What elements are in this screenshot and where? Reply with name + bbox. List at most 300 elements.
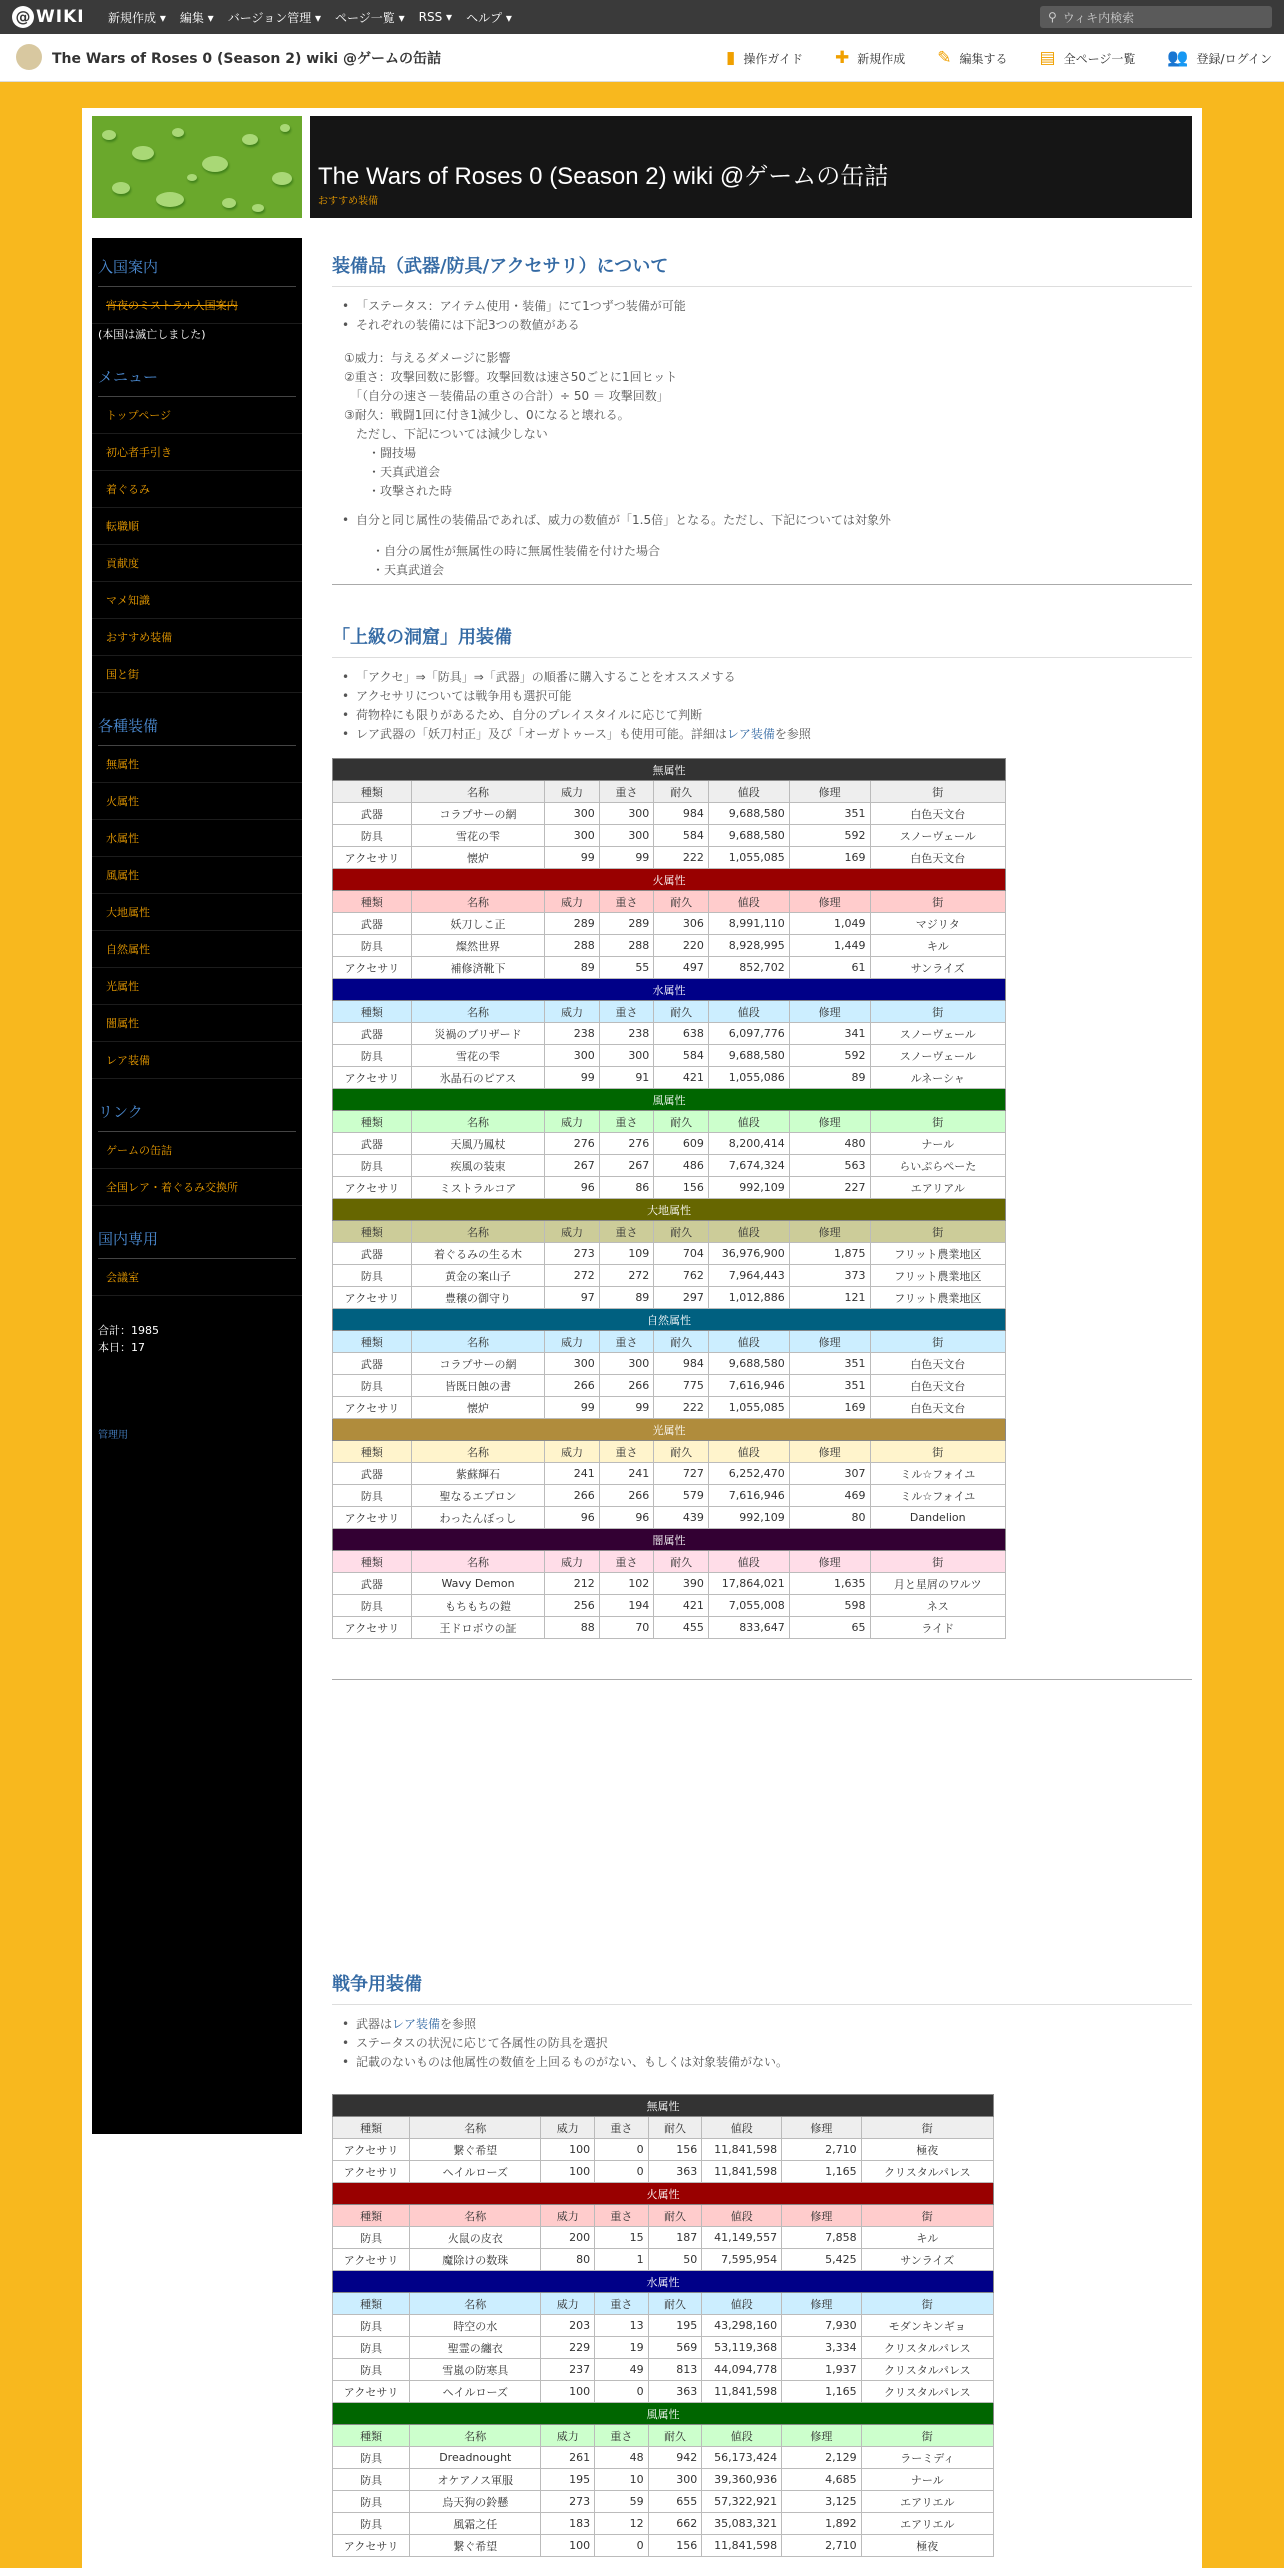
column-header: 値段 bbox=[702, 2117, 782, 2139]
sidebar-link[interactable]: 火属性 bbox=[92, 783, 302, 820]
counter-today: 本日：17 bbox=[98, 1341, 145, 1354]
column-header: 種類 bbox=[333, 2293, 410, 2315]
table-cell: 563 bbox=[789, 1155, 870, 1177]
table-cell: 439 bbox=[654, 1507, 709, 1529]
table-cell: エアリエル bbox=[861, 2491, 993, 2513]
table-cell: 272 bbox=[599, 1265, 654, 1287]
table-row bbox=[333, 1067, 1006, 1089]
table-cell: 王ドロボウの証 bbox=[411, 1617, 544, 1639]
list-item: • 自分と同じ属性の装備品であれば、威力の数値が「1.5倍」となる。ただし、下記については対象外 bbox=[340, 511, 1192, 530]
column-header: 種類 bbox=[333, 781, 412, 803]
table-cell: ヘイルローズ bbox=[410, 2381, 541, 2403]
list-item: • 荷物枠にも限りがあるため、自分のプレイスタイルに応じて判断 bbox=[340, 706, 1192, 725]
table-cell: クリスタルパレス bbox=[861, 2161, 993, 2183]
table-cell: 813 bbox=[648, 2359, 702, 2381]
column-header: 値段 bbox=[708, 1111, 789, 1133]
table-cell: ミル☆フォイユ bbox=[870, 1463, 1005, 1485]
sidebar-link[interactable]: おすすめ装備 bbox=[92, 619, 302, 656]
table-cell: 雪嵐の防寒具 bbox=[410, 2359, 541, 2381]
menu-pages[interactable]: ページ一覧 ▾ bbox=[335, 10, 405, 25]
list-item: • 記載のないものは他属性の数値を上回るものがない、もしくは対象装備がない。 bbox=[340, 2053, 1192, 2072]
column-header: 重さ bbox=[595, 2117, 649, 2139]
search-input[interactable] bbox=[1040, 6, 1272, 28]
column-header: 耐久 bbox=[654, 1441, 709, 1463]
sidebar-link[interactable]: トップページ bbox=[92, 397, 302, 434]
table-cell: 4,685 bbox=[782, 2469, 861, 2491]
column-header-row bbox=[333, 2117, 994, 2139]
table-cell: 3,125 bbox=[782, 2491, 861, 2513]
table-cell: 852,702 bbox=[708, 957, 789, 979]
table-cell: 96 bbox=[545, 1507, 600, 1529]
table-cell: 1,449 bbox=[789, 935, 870, 957]
column-header: 名称 bbox=[410, 2293, 541, 2315]
column-header: 威力 bbox=[541, 2293, 595, 2315]
table-cell: わったんぼっし bbox=[411, 1507, 544, 1529]
table-cell: 1,055,085 bbox=[708, 847, 789, 869]
table-row bbox=[333, 1287, 1006, 1309]
table-cell: 288 bbox=[599, 935, 654, 957]
table-cell: 2,710 bbox=[782, 2139, 861, 2161]
column-header: 耐久 bbox=[648, 2293, 702, 2315]
table-cell: キル bbox=[870, 935, 1005, 957]
table-cell: 762 bbox=[654, 1265, 709, 1287]
column-header: 名称 bbox=[411, 1221, 544, 1243]
column-header: 威力 bbox=[541, 2117, 595, 2139]
column-header: 修理 bbox=[782, 2205, 861, 2227]
column-header: 種類 bbox=[333, 1441, 412, 1463]
sidebar-heading: 各種装備 bbox=[98, 715, 296, 746]
column-header: 名称 bbox=[410, 2117, 541, 2139]
sidebar-link[interactable]: 水属性 bbox=[92, 820, 302, 857]
table-cell: 655 bbox=[648, 2491, 702, 2513]
table-cell: 70 bbox=[599, 1617, 654, 1639]
attribute-name: 光属性 bbox=[333, 1419, 1006, 1441]
section-title-cave: 「上級の洞窟」用装備 bbox=[332, 609, 1192, 658]
column-header: 修理 bbox=[789, 1551, 870, 1573]
table-cell: 984 bbox=[654, 1353, 709, 1375]
list-item: • アクセサリについては戦争用も選択可能 bbox=[340, 687, 1192, 706]
table-row bbox=[333, 1045, 1006, 1067]
column-header: 名称 bbox=[410, 2425, 541, 2447]
table-cell: 7,674,324 bbox=[708, 1155, 789, 1177]
column-header: 威力 bbox=[545, 1221, 600, 1243]
table-cell: 懐炉 bbox=[411, 847, 544, 869]
login-label: 登録/ログイン bbox=[1196, 51, 1272, 66]
table-cell: 307 bbox=[789, 1463, 870, 1485]
column-header-row bbox=[333, 2293, 994, 2315]
table-cell: 497 bbox=[654, 957, 709, 979]
column-header: 重さ bbox=[595, 2205, 649, 2227]
table-cell: 169 bbox=[789, 1397, 870, 1419]
table-cell: 195 bbox=[648, 2315, 702, 2337]
table-cell: キル bbox=[861, 2227, 993, 2249]
table-cell: 7,595,954 bbox=[702, 2249, 782, 2271]
column-header: 耐久 bbox=[654, 1331, 709, 1353]
site-avatar-icon[interactable] bbox=[16, 44, 42, 70]
column-header-row bbox=[333, 1111, 1006, 1133]
table-row bbox=[333, 2469, 994, 2491]
sidebar-link[interactable]: 闇属性 bbox=[92, 1005, 302, 1042]
table-row bbox=[333, 2315, 994, 2337]
access-counter bbox=[92, 1322, 302, 1356]
sidebar-note: (本国は滅亡しました) bbox=[98, 328, 206, 341]
column-header: 修理 bbox=[789, 1331, 870, 1353]
table-row bbox=[333, 1595, 1006, 1617]
table-cell: 99 bbox=[599, 847, 654, 869]
table-cell: 61 bbox=[789, 957, 870, 979]
table-row bbox=[333, 1023, 1006, 1045]
table-cell: 6,252,470 bbox=[708, 1463, 789, 1485]
table-cell: 363 bbox=[648, 2381, 702, 2403]
table-cell: サンライズ bbox=[870, 957, 1005, 979]
column-header: 種類 bbox=[333, 1001, 412, 1023]
column-header: 名称 bbox=[411, 1111, 544, 1133]
table-cell: 1,892 bbox=[782, 2513, 861, 2535]
sidebar-link[interactable]: 国と街 bbox=[92, 656, 302, 693]
text: を参照 bbox=[440, 2017, 477, 2031]
table-row bbox=[333, 1243, 1006, 1265]
guide-label: 操作ガイド bbox=[743, 51, 804, 66]
table-cell: 638 bbox=[654, 1023, 709, 1045]
column-header: 種類 bbox=[333, 2425, 410, 2447]
column-header: 種類 bbox=[333, 1111, 412, 1133]
table-cell: エアリアル bbox=[870, 1177, 1005, 1199]
table-cell: アクセサリ bbox=[333, 2139, 410, 2161]
table-cell: 992,109 bbox=[708, 1507, 789, 1529]
at-icon: @ bbox=[12, 6, 34, 28]
counter-total: 合計：1985 bbox=[98, 1324, 159, 1337]
table-cell: 341 bbox=[789, 1023, 870, 1045]
document-icon: ▤ bbox=[1039, 48, 1056, 68]
menu-new[interactable]: 新規作成 ▾ bbox=[108, 10, 166, 25]
attribute-name: 無属性 bbox=[333, 2095, 994, 2117]
table-cell: 121 bbox=[789, 1287, 870, 1309]
new-page-button[interactable] bbox=[835, 48, 905, 68]
column-header: 名称 bbox=[411, 891, 544, 913]
table-cell: 273 bbox=[541, 2491, 595, 2513]
table-cell: 300 bbox=[599, 825, 654, 847]
table-cell: コラプサーの網 bbox=[411, 803, 544, 825]
table-cell: 156 bbox=[648, 2139, 702, 2161]
sidebar-link[interactable]: 無属性 bbox=[92, 746, 302, 783]
table-cell: スノーヴェール bbox=[870, 1045, 1005, 1067]
sidebar-link[interactable]: 着ぐるみ bbox=[92, 471, 302, 508]
table-cell: 武器 bbox=[333, 913, 412, 935]
table-cell: 1 bbox=[595, 2249, 649, 2271]
site-tools bbox=[694, 34, 1272, 82]
edit-button[interactable] bbox=[937, 48, 1007, 68]
column-header: 名称 bbox=[411, 1331, 544, 1353]
column-header: 街 bbox=[861, 2205, 993, 2227]
table-cell: 49 bbox=[595, 2359, 649, 2381]
menu-edit[interactable]: 編集 ▾ bbox=[179, 10, 214, 25]
table-cell: 187 bbox=[648, 2227, 702, 2249]
wiki-logo[interactable] bbox=[12, 6, 85, 28]
table-cell: 609 bbox=[654, 1133, 709, 1155]
header-title[interactable]: The Wars of Roses 0 (Season 2) wiki @ゲームの缶詰 bbox=[318, 163, 889, 190]
table-cell: 8,200,414 bbox=[708, 1133, 789, 1155]
table-row bbox=[333, 913, 1006, 935]
table-cell: 17,864,021 bbox=[708, 1573, 789, 1595]
attribute-header-row bbox=[333, 869, 1006, 891]
table-cell: 災禍のブリザード bbox=[411, 1023, 544, 1045]
table-cell: 266 bbox=[599, 1375, 654, 1397]
table-cell: フリット農業地区 bbox=[870, 1265, 1005, 1287]
table-cell: 0 bbox=[595, 2139, 649, 2161]
table-cell: 防具 bbox=[333, 2513, 410, 2535]
table-row bbox=[333, 2381, 994, 2403]
attribute-header-row bbox=[333, 979, 1006, 1001]
table-cell: アクセサリ bbox=[333, 2381, 410, 2403]
attribute-name: 闇属性 bbox=[333, 1529, 1006, 1551]
table-cell: 極夜 bbox=[861, 2139, 993, 2161]
table-cell: 聖霊の纏衣 bbox=[410, 2337, 541, 2359]
table-cell: Dandelion bbox=[870, 1507, 1005, 1529]
sidebar-link[interactable]: 宵夜のミストラル入国案内 bbox=[92, 287, 302, 324]
text: を参照 bbox=[774, 727, 811, 741]
table-cell: 防具 bbox=[333, 1265, 412, 1287]
table-cell: クリスタルパレス bbox=[861, 2359, 993, 2381]
table-cell: 266 bbox=[545, 1485, 600, 1507]
table-cell: アクセサリ bbox=[333, 1287, 412, 1309]
table-cell: 白色天文台 bbox=[870, 1397, 1005, 1419]
table-cell: 防具 bbox=[333, 1155, 412, 1177]
table-cell: 19 bbox=[595, 2337, 649, 2359]
table-cell: Wavy Demon bbox=[411, 1573, 544, 1595]
table-cell: アクセサリ bbox=[333, 1397, 412, 1419]
column-header: 威力 bbox=[545, 1441, 600, 1463]
table-row bbox=[333, 2337, 994, 2359]
top-menu-bar bbox=[0, 0, 1284, 34]
table-row bbox=[333, 847, 1006, 869]
table-cell: 雪花の雫 bbox=[411, 825, 544, 847]
sidebar-link[interactable]: 全国レア・着ぐるみ交換所 bbox=[92, 1169, 302, 1206]
column-header: 値段 bbox=[702, 2425, 782, 2447]
column-header: 種類 bbox=[333, 891, 412, 913]
table-cell: ライド bbox=[870, 1617, 1005, 1639]
table-cell: 300 bbox=[545, 803, 600, 825]
column-header: 耐久 bbox=[654, 1111, 709, 1133]
table-cell: アクセサリ bbox=[333, 2535, 410, 2557]
table-cell: 273 bbox=[545, 1243, 600, 1265]
sidebar-link[interactable]: 会議室 bbox=[92, 1259, 302, 1296]
column-header: 値段 bbox=[708, 891, 789, 913]
site-title[interactable]: The Wars of Roses 0 (Season 2) wiki @ゲームの缶詰 bbox=[52, 51, 441, 67]
menu-rss[interactable]: RSS ▾ bbox=[418, 10, 453, 24]
column-header-row bbox=[333, 1221, 1006, 1243]
rare-equipment-link[interactable]: レア装備 bbox=[726, 727, 775, 741]
table-cell: 89 bbox=[545, 957, 600, 979]
table-cell: 0 bbox=[595, 2381, 649, 2403]
table-cell: 91 bbox=[599, 1067, 654, 1089]
table-cell: 36,976,900 bbox=[708, 1243, 789, 1265]
table-cell: 99 bbox=[545, 847, 600, 869]
attribute-header-row bbox=[333, 1419, 1006, 1441]
rare-equipment-link[interactable]: レア装備 bbox=[392, 2017, 441, 2031]
table-cell: 97 bbox=[545, 1287, 600, 1309]
table-cell: 白色天文台 bbox=[870, 803, 1005, 825]
site-bar bbox=[0, 34, 1284, 82]
plus-icon: ✚ bbox=[835, 48, 850, 68]
table-cell: 984 bbox=[654, 803, 709, 825]
table-cell: 8,991,110 bbox=[708, 913, 789, 935]
table-cell: 297 bbox=[654, 1287, 709, 1309]
table-cell: 聖なるエプロン bbox=[411, 1485, 544, 1507]
table-cell: 48 bbox=[595, 2447, 649, 2469]
table-cell: 9,688,580 bbox=[708, 803, 789, 825]
column-header: 名称 bbox=[410, 2205, 541, 2227]
table-cell: 皆既日蝕の書 bbox=[411, 1375, 544, 1397]
table-cell: 598 bbox=[789, 1595, 870, 1617]
column-header: 修理 bbox=[789, 1221, 870, 1243]
table-cell: フリット農業地区 bbox=[870, 1287, 1005, 1309]
sidebar-link[interactable]: 転職順 bbox=[92, 508, 302, 545]
table-row bbox=[333, 2249, 994, 2271]
table-row bbox=[333, 1573, 1006, 1595]
table-cell: 351 bbox=[789, 1353, 870, 1375]
guide-button[interactable] bbox=[726, 48, 803, 68]
table-cell: 89 bbox=[789, 1067, 870, 1089]
column-header: 修理 bbox=[782, 2425, 861, 2447]
table-cell: 88 bbox=[545, 1617, 600, 1639]
menu-help[interactable]: ヘルプ ▾ bbox=[466, 10, 512, 25]
table-cell: 100 bbox=[541, 2161, 595, 2183]
table-cell: 80 bbox=[541, 2249, 595, 2271]
table-cell: アクセサリ bbox=[333, 957, 412, 979]
table-cell: 266 bbox=[545, 1375, 600, 1397]
sidebar-link[interactable]: 初心者手引き bbox=[92, 434, 302, 471]
table-row bbox=[333, 2535, 994, 2557]
table-row bbox=[333, 1155, 1006, 1177]
sidebar-heading: 入国案内 bbox=[98, 256, 296, 287]
table-cell: 疾風の装束 bbox=[411, 1155, 544, 1177]
table-cell: 月と星屑のワルツ bbox=[870, 1573, 1005, 1595]
column-header: 名称 bbox=[411, 781, 544, 803]
table-cell: 727 bbox=[654, 1463, 709, 1485]
breadcrumb[interactable]: おすすめ装備 bbox=[318, 196, 379, 207]
sidebar-heading: 国内専用 bbox=[98, 1228, 296, 1259]
column-header: 威力 bbox=[545, 781, 600, 803]
site-header bbox=[310, 116, 1192, 218]
table-cell: 武器 bbox=[333, 1023, 412, 1045]
column-header: 値段 bbox=[708, 1441, 789, 1463]
column-header: 重さ bbox=[599, 1331, 654, 1353]
table-cell: 373 bbox=[789, 1265, 870, 1287]
attribute-header-row bbox=[333, 1199, 1006, 1221]
sidebar-link[interactable]: 貢献度 bbox=[92, 545, 302, 582]
table-cell: 風霜之任 bbox=[410, 2513, 541, 2535]
table-cell: アクセサリ bbox=[333, 2161, 410, 2183]
table-row bbox=[333, 2513, 994, 2535]
table-cell: ヘイルローズ bbox=[410, 2161, 541, 2183]
attribute-name: 水属性 bbox=[333, 979, 1006, 1001]
table-cell: 41,149,557 bbox=[702, 2227, 782, 2249]
table-cell: 50 bbox=[648, 2249, 702, 2271]
table-cell: 584 bbox=[654, 825, 709, 847]
admin-link[interactable]: 管理用 bbox=[98, 1430, 128, 1441]
table-cell: 武器 bbox=[333, 1353, 412, 1375]
table-cell: 256 bbox=[545, 1595, 600, 1617]
table-row bbox=[333, 1617, 1006, 1639]
column-header: 重さ bbox=[599, 1441, 654, 1463]
table-cell: サンライズ bbox=[861, 2249, 993, 2271]
table-cell: 7,858 bbox=[782, 2227, 861, 2249]
table-row bbox=[333, 2491, 994, 2513]
table-cell: 氷晶石のピアス bbox=[411, 1067, 544, 1089]
sidebar-link[interactable]: マメ知識 bbox=[92, 582, 302, 619]
table-row bbox=[333, 2359, 994, 2381]
login-button[interactable] bbox=[1167, 48, 1272, 68]
all-pages-button[interactable] bbox=[1040, 48, 1136, 68]
table-cell: 極夜 bbox=[861, 2535, 993, 2557]
ad-space bbox=[332, 1680, 1192, 1956]
column-header: 重さ bbox=[599, 1001, 654, 1023]
sidebar-link[interactable]: 自然属性 bbox=[92, 931, 302, 968]
table-cell: 288 bbox=[545, 935, 600, 957]
table-cell: 11,841,598 bbox=[702, 2161, 782, 2183]
menu-version[interactable]: バージョン管理 ▾ bbox=[227, 10, 322, 25]
table-cell: 480 bbox=[789, 1133, 870, 1155]
attribute-header-row bbox=[333, 1089, 1006, 1111]
table-cell: アクセサリ bbox=[333, 1617, 412, 1639]
sidebar-link[interactable]: ゲームの缶詰 bbox=[92, 1132, 302, 1169]
section-title-war: 戦争用装備 bbox=[332, 1956, 1192, 2005]
column-header-row bbox=[333, 781, 1006, 803]
column-header: 値段 bbox=[708, 1221, 789, 1243]
table-cell: 0 bbox=[595, 2161, 649, 2183]
sidebar-link[interactable]: 大地属性 bbox=[92, 894, 302, 931]
table-row bbox=[333, 2447, 994, 2469]
attribute-bonus-bullet bbox=[340, 511, 1192, 530]
table-cell: 天風乃鳳杖 bbox=[411, 1133, 544, 1155]
table-cell: 武器 bbox=[333, 1573, 412, 1595]
table-cell: 276 bbox=[545, 1133, 600, 1155]
table-cell: 992,109 bbox=[708, 1177, 789, 1199]
table-cell: 白色天文台 bbox=[870, 1353, 1005, 1375]
table-cell: 289 bbox=[599, 913, 654, 935]
edit-label: 編集する bbox=[959, 51, 1008, 66]
column-header-row bbox=[333, 891, 1006, 913]
sidebar-link[interactable]: レア装備 bbox=[92, 1042, 302, 1079]
sidebar-link[interactable]: 光属性 bbox=[92, 968, 302, 1005]
table-cell: 着ぐるみの生る木 bbox=[411, 1243, 544, 1265]
table-row bbox=[333, 1133, 1006, 1155]
column-header: 威力 bbox=[541, 2425, 595, 2447]
table-cell: 222 bbox=[654, 847, 709, 869]
table-cell: 防具 bbox=[333, 2337, 410, 2359]
attribute-name: 火属性 bbox=[333, 2183, 994, 2205]
column-header: 街 bbox=[861, 2117, 993, 2139]
column-header: 耐久 bbox=[654, 1551, 709, 1573]
table-cell: 13 bbox=[595, 2315, 649, 2337]
main-content bbox=[332, 238, 1192, 2557]
table-cell: 白色天文台 bbox=[870, 1375, 1005, 1397]
table-cell: 289 bbox=[545, 913, 600, 935]
table-row bbox=[333, 1485, 1006, 1507]
column-header: 街 bbox=[870, 1111, 1005, 1133]
column-header: 威力 bbox=[541, 2205, 595, 2227]
column-header: 耐久 bbox=[654, 891, 709, 913]
column-header: 値段 bbox=[702, 2205, 782, 2227]
table-cell: アクセサリ bbox=[333, 2249, 410, 2271]
sidebar-link[interactable]: 風属性 bbox=[92, 857, 302, 894]
cave-bullets bbox=[340, 668, 1192, 744]
table-cell: もちもちの鎧 bbox=[411, 1595, 544, 1617]
search-placeholder: ウィキ内検索 bbox=[1062, 10, 1135, 25]
table-cell: 241 bbox=[599, 1463, 654, 1485]
column-header: 修理 bbox=[789, 891, 870, 913]
table-cell: コラプサーの網 bbox=[411, 1353, 544, 1375]
